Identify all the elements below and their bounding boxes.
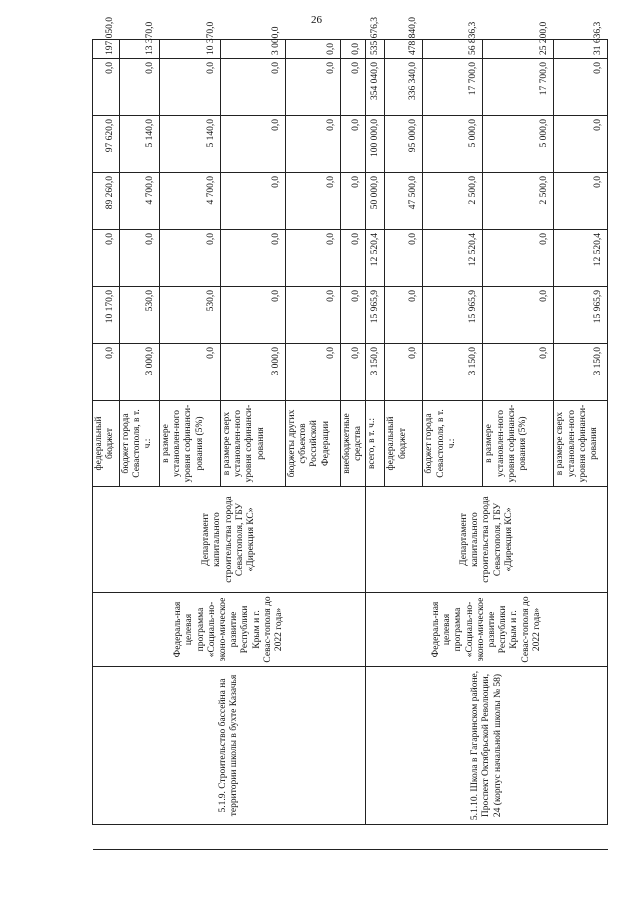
amount-cell: 3 150,0 bbox=[554, 344, 608, 401]
amount-cell: 56 836,3 bbox=[423, 40, 483, 59]
amount-cell: 0,0 bbox=[221, 116, 286, 173]
amount-cell: 0,0 bbox=[483, 344, 554, 401]
amount-cell: 0,0 bbox=[160, 344, 221, 401]
amount-cell: 100 000,0 bbox=[366, 116, 385, 173]
amount-cell: 12 520,4 bbox=[554, 230, 608, 287]
amount-cell: 0,0 bbox=[93, 59, 120, 116]
amount-cell: 0,0 bbox=[93, 344, 120, 401]
amount-cell: 336 340,0 bbox=[385, 59, 423, 116]
amount-cell: 0,0 bbox=[286, 40, 341, 59]
rotated-table-wrapper bbox=[92, 17, 604, 850]
amount-cell: 478 840,0 bbox=[385, 40, 423, 59]
funding-source: бюджет города Севастополя, в т. ч.: bbox=[423, 401, 483, 487]
amount-cell: 5 000,0 bbox=[483, 116, 554, 173]
amount-cell: 15 965,9 bbox=[554, 287, 608, 344]
amount-cell: 354 040,0 bbox=[366, 59, 385, 116]
funding-source: в размере установлен-ного уровня софинанси-рования (5%) bbox=[160, 401, 221, 487]
amount-cell: 0,0 bbox=[286, 173, 341, 230]
amount-cell: 0,0 bbox=[93, 230, 120, 287]
funding-source: бюджеты других субъектов Российской Федерации bbox=[286, 401, 341, 487]
amount-cell: 15 965,9 bbox=[366, 287, 385, 344]
amount-cell: 197 050,0 bbox=[93, 40, 120, 59]
amount-cell: 89 260,0 bbox=[93, 173, 120, 230]
amount-cell: 0,0 bbox=[341, 230, 366, 287]
amount-cell: 17 700,0 bbox=[483, 59, 554, 116]
amount-cell: 0,0 bbox=[120, 230, 160, 287]
amount-cell: 0,0 bbox=[554, 59, 608, 116]
amount-cell: 0,0 bbox=[286, 230, 341, 287]
funding-source: внебюджетные средства bbox=[341, 401, 366, 487]
object-name: 5.1.9. Строительство бассейна на территории школы в бухте Казачья bbox=[93, 667, 366, 825]
amount-cell: 0,0 bbox=[341, 287, 366, 344]
amount-cell: 31 636,3 bbox=[554, 40, 608, 59]
table-row bbox=[93, 40, 120, 850]
funding-source: всего, в т. ч.: bbox=[366, 401, 385, 487]
budget-table bbox=[92, 17, 608, 850]
amount-cell: 10 170,0 bbox=[93, 287, 120, 344]
amount-cell: 0,0 bbox=[221, 173, 286, 230]
amount-cell: 97 620,0 bbox=[93, 116, 120, 173]
program-name: Федераль-ная целевая программа «Социаль-но-эконо-мическое развитие Республики Крым и г. Севас-тополя до 2022 года» bbox=[366, 593, 608, 667]
amount-cell: 12 520,4 bbox=[366, 230, 385, 287]
spacer-cell bbox=[93, 825, 366, 850]
table-row bbox=[366, 40, 385, 850]
amount-cell: 0,0 bbox=[554, 173, 608, 230]
amount-cell: 530,0 bbox=[160, 287, 221, 344]
amount-cell: 535 676,3 bbox=[366, 40, 385, 59]
amount-cell: 0,0 bbox=[341, 344, 366, 401]
funding-source: бюджет города Севастополя, в т. ч.: bbox=[120, 401, 160, 487]
amount-cell: 0,0 bbox=[385, 344, 423, 401]
amount-cell: 0,0 bbox=[286, 287, 341, 344]
amount-cell: 0,0 bbox=[483, 230, 554, 287]
page-number: 26 bbox=[311, 14, 322, 26]
amount-cell: 3 000,0 bbox=[221, 40, 286, 59]
amount-cell: 0,0 bbox=[221, 59, 286, 116]
organization-name: Департамент капитального строительства города Севастополя, ГБУ «Дирекция КС» bbox=[366, 487, 608, 593]
amount-cell: 10 370,0 bbox=[160, 40, 221, 59]
funding-source: федеральный бюджет bbox=[385, 401, 423, 487]
amount-cell: 0,0 bbox=[341, 173, 366, 230]
amount-cell: 0,0 bbox=[160, 59, 221, 116]
amount-cell: 5 140,0 bbox=[120, 116, 160, 173]
amount-cell: 17 700,0 bbox=[423, 59, 483, 116]
amount-cell: 0,0 bbox=[286, 116, 341, 173]
amount-cell: 2 500,0 bbox=[423, 173, 483, 230]
amount-cell: 5 000,0 bbox=[423, 116, 483, 173]
funding-source: в размере установлен-ного уровня софинанси-рования (5%) bbox=[483, 401, 554, 487]
amount-cell: 25 200,0 bbox=[483, 40, 554, 59]
organization-name: Департамент капитального строительства города Севастополя, ГБУ «Дирекция КС» bbox=[93, 487, 366, 593]
amount-cell: 0,0 bbox=[483, 287, 554, 344]
amount-cell: 0,0 bbox=[341, 40, 366, 59]
amount-cell: 50 000,0 bbox=[366, 173, 385, 230]
amount-cell: 15 965,9 bbox=[423, 287, 483, 344]
amount-cell: 0,0 bbox=[221, 287, 286, 344]
funding-source: федеральный бюджет bbox=[93, 401, 120, 487]
amount-cell: 3 000,0 bbox=[221, 344, 286, 401]
amount-cell: 0,0 bbox=[286, 344, 341, 401]
amount-cell: 4 700,0 bbox=[120, 173, 160, 230]
amount-cell: 47 500,0 bbox=[385, 173, 423, 230]
amount-cell: 12 520,4 bbox=[423, 230, 483, 287]
amount-cell: 3 150,0 bbox=[423, 344, 483, 401]
amount-cell: 0,0 bbox=[341, 116, 366, 173]
amount-cell: 530,0 bbox=[120, 287, 160, 344]
amount-cell: 0,0 bbox=[341, 59, 366, 116]
amount-cell: 0,0 bbox=[385, 230, 423, 287]
amount-cell: 2 500,0 bbox=[483, 173, 554, 230]
funding-source: в размере сверх установлен-ного уровня софинанси-рования bbox=[221, 401, 286, 487]
amount-cell: 0,0 bbox=[120, 59, 160, 116]
amount-cell: 13 370,0 bbox=[120, 40, 160, 59]
amount-cell: 95 000,0 bbox=[385, 116, 423, 173]
amount-cell: 4 700,0 bbox=[160, 173, 221, 230]
amount-cell: 0,0 bbox=[286, 59, 341, 116]
amount-cell: 3 150,0 bbox=[366, 344, 385, 401]
amount-cell: 0,0 bbox=[221, 230, 286, 287]
object-name: 5.1.10. Школа в Гагаринском районе, Проспект Октябрьской Революции, 24 (корпус начальной школы № 58) bbox=[366, 667, 608, 825]
funding-source: в размере сверх установлен-ного уровня софинанси-рования bbox=[554, 401, 608, 487]
amount-cell: 3 000,0 bbox=[120, 344, 160, 401]
amount-cell: 0,0 bbox=[554, 116, 608, 173]
spacer-cell bbox=[366, 825, 608, 850]
amount-cell: 5 140,0 bbox=[160, 116, 221, 173]
amount-cell: 0,0 bbox=[385, 287, 423, 344]
amount-cell: 0,0 bbox=[160, 230, 221, 287]
program-name: Федераль-ная целевая программа «Социаль-но-эконо-мическое развитие Республики Крым и г. Севас-тополя до 2022 года» bbox=[93, 593, 366, 667]
